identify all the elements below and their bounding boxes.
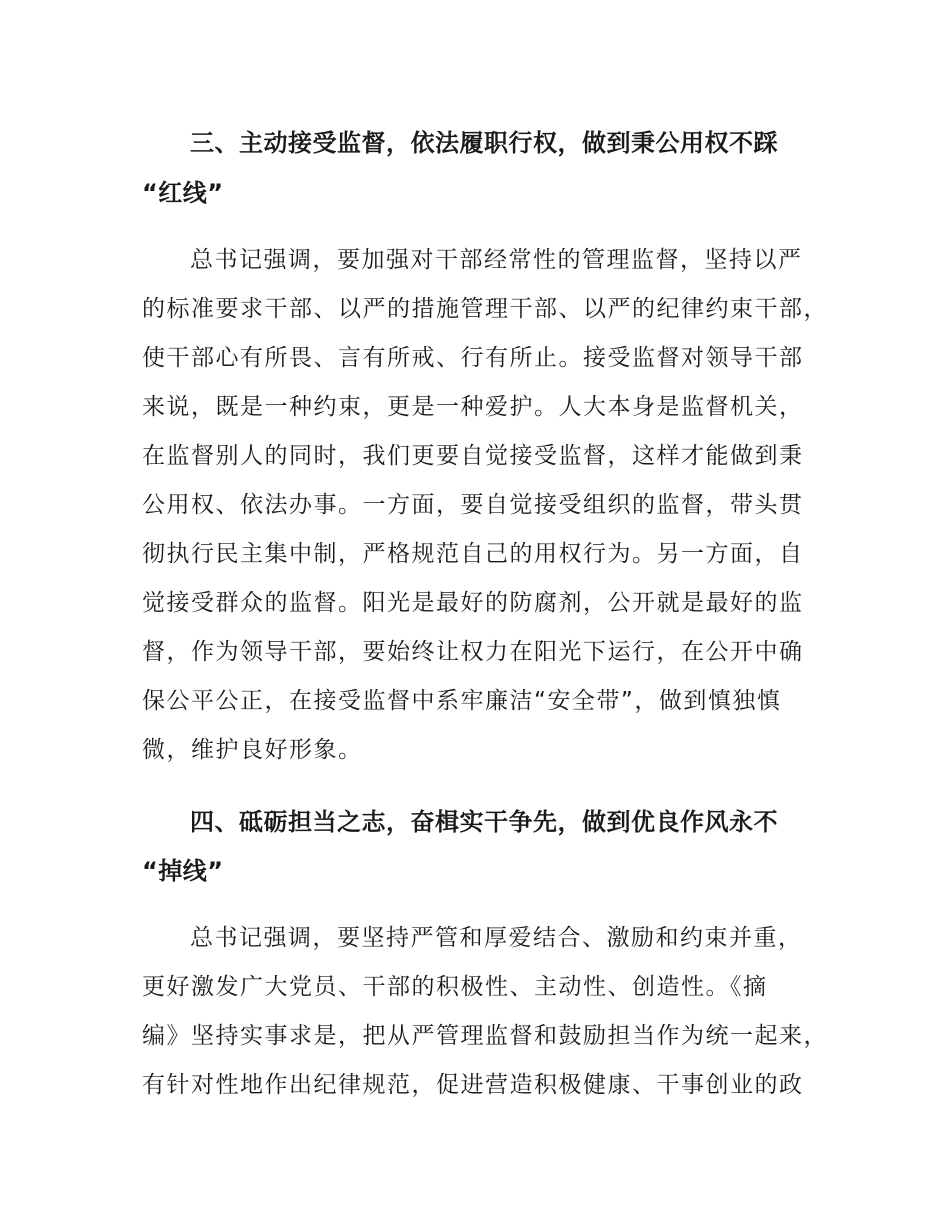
paragraph-line: 觉接受群众的监督。阳光是最好的防腐剂，公开就是最好的监 [142,590,804,616]
paragraph-line: 使干部心有所畏、言有所戒、行有所止。接受监督对领导干部 [142,345,804,371]
paragraph-line: 更好激发广大党员、干部的积极性、主动性、创造性。《摘 [142,974,768,1000]
paragraph-line: 有针对性地作出纪律规范，促进营造积极健康、干事创业的政 [142,1072,804,1098]
paragraph-line: 总书记强调，要加强对干部经常性的管理监督，坚持以严 [190,247,803,273]
section-3-heading-line-1: 三、主动接受监督，依法履职行权，做到秉公用权不踩 [190,129,778,157]
paragraph-line: 保公平公正，在接受监督中系牢廉洁“安全带”，做到慎独慎 [142,688,782,714]
paragraph-line: 总书记强调，要坚持严管和厚爱结合、激励和约束并重， [190,925,803,951]
section-4-heading-line-2: “掉线” [142,857,224,885]
section-3-heading-line-2: “红线” [142,179,224,207]
paragraph-line: 在监督别人的同时，我们更要自觉接受监督，这样才能做到秉 [142,443,804,469]
section-4-heading-line-1: 四、砥砺担当之志，奋楫实干争先，做到优良作风永不 [190,808,778,836]
paragraph-line: 督，作为领导干部，要始终让权力在阳光下运行，在公开中确 [142,639,804,665]
paragraph-line: 的标准要求干部、以严的措施管理干部、以严的纪律约束干部， [142,296,828,322]
paragraph-line: 公用权、依法办事。一方面，要自觉接受组织的监督，带头贯 [142,492,804,518]
paragraph-line: 编》坚持实事求是，把从严管理监督和鼓励担当作为统一起来， [142,1023,828,1049]
paragraph-line: 彻执行民主集中制，严格规范自己的用权行为。另一方面，自 [142,541,804,567]
paragraph-line: 微，维护良好形象。 [142,737,363,763]
paragraph-line: 来说，既是一种约束，更是一种爱护。人大本身是监督机关， [142,394,804,420]
